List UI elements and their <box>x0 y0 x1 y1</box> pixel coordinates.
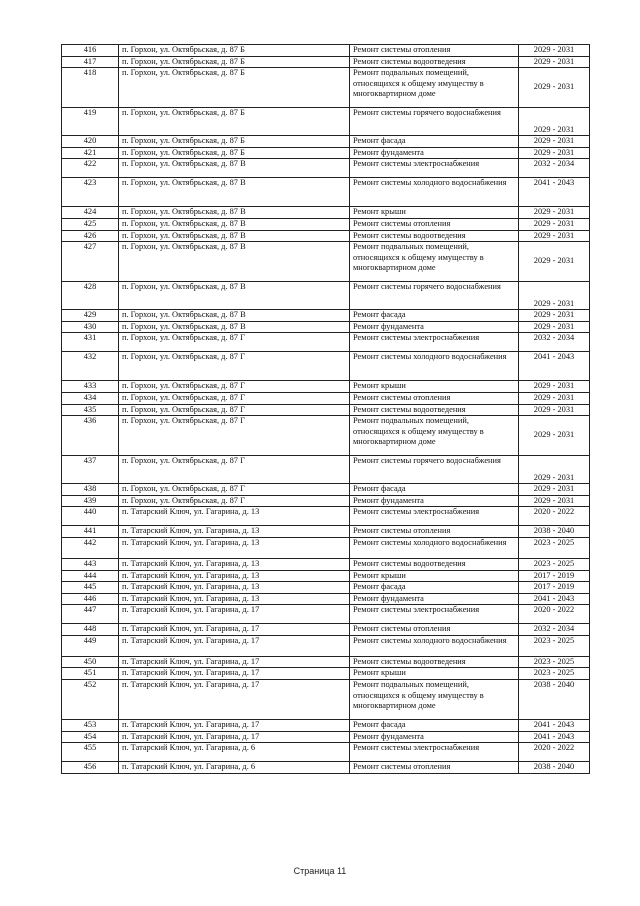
row-period: 2029 - 2031 <box>519 381 590 393</box>
row-work-type: Ремонт крыши <box>350 570 519 582</box>
row-number: 428 <box>62 282 119 310</box>
table-row <box>62 282 590 310</box>
row-period: 2038 - 2040 <box>519 526 590 538</box>
row-work-type: Ремонт системы отопления <box>350 45 519 57</box>
row-address: п. Горхон, ул. Октябрьская, д. 87 В <box>119 218 350 230</box>
row-number: 456 <box>62 762 119 774</box>
row-address: п. Татарский Ключ, ул. Гагарина, д. 17 <box>119 668 350 680</box>
row-number: 436 <box>62 416 119 456</box>
row-address: п. Татарский Ключ, ул. Гагарина, д. 17 <box>119 656 350 668</box>
row-address: п. Татарский Ключ, ул. Гагарина, д. 13 <box>119 558 350 570</box>
row-address: п. Горхон, ул. Октябрьская, д. 87 Г <box>119 352 350 381</box>
row-number: 454 <box>62 731 119 743</box>
row-number: 437 <box>62 456 119 484</box>
row-work-type: Ремонт фасада <box>350 310 519 322</box>
row-number: 439 <box>62 495 119 507</box>
row-number: 426 <box>62 230 119 242</box>
row-address: п. Горхон, ул. Октябрьская, д. 87 В <box>119 207 350 219</box>
row-work-type: Ремонт системы водоотведения <box>350 558 519 570</box>
row-address: п. Горхон, ул. Октябрьская, д. 87 В <box>119 159 350 178</box>
row-address: п. Горхон, ул. Октябрьская, д. 87 Г <box>119 381 350 393</box>
row-period: 2023 - 2025 <box>519 668 590 680</box>
row-work-type: Ремонт системы водоотведения <box>350 56 519 68</box>
row-work-type: Ремонт системы отопления <box>350 392 519 404</box>
row-address: п. Горхон, ул. Октябрьская, д. 87 В <box>119 242 350 282</box>
row-period: 2029 - 2031 <box>519 310 590 322</box>
row-work-type: Ремонт системы электроснабжения <box>350 507 519 526</box>
page-number: Страница 11 <box>293 866 347 876</box>
row-address: п. Татарский Ключ, ул. Гагарина, д. 17 <box>119 624 350 636</box>
table-row <box>62 495 590 507</box>
row-period: 2029 - 2031 <box>519 108 590 136</box>
table-row <box>62 310 590 322</box>
row-period: 2023 - 2025 <box>519 537 590 558</box>
row-address: п. Горхон, ул. Октябрьская, д. 87 Г <box>119 404 350 416</box>
row-number: 419 <box>62 108 119 136</box>
row-address: п. Горхон, ул. Октябрьская, д. 87 Г <box>119 333 350 352</box>
table-row <box>62 720 590 732</box>
row-work-type: Ремонт системы горячего водоснабжения <box>350 108 519 136</box>
row-work-type: Ремонт системы холодного водоснабжения <box>350 352 519 381</box>
table-row <box>62 668 590 680</box>
row-period: 2038 - 2040 <box>519 762 590 774</box>
row-work-type: Ремонт крыши <box>350 668 519 680</box>
row-period: 2029 - 2031 <box>519 136 590 148</box>
row-number: 453 <box>62 720 119 732</box>
row-work-type: Ремонт системы электроснабжения <box>350 605 519 624</box>
table-row <box>62 218 590 230</box>
row-period: 2041 - 2043 <box>519 731 590 743</box>
row-number: 416 <box>62 45 119 57</box>
table-row <box>62 136 590 148</box>
row-address: п. Татарский Ключ, ул. Гагарина, д. 13 <box>119 507 350 526</box>
row-work-type: Ремонт системы отопления <box>350 762 519 774</box>
row-period: 2029 - 2031 <box>519 68 590 108</box>
row-number: 447 <box>62 605 119 624</box>
table-row <box>62 321 590 333</box>
row-address: п. Горхон, ул. Октябрьская, д. 87 Г <box>119 484 350 496</box>
row-number: 449 <box>62 635 119 656</box>
table-body <box>62 45 590 774</box>
row-period: 2023 - 2025 <box>519 656 590 668</box>
row-period: 2020 - 2022 <box>519 743 590 762</box>
row-work-type: Ремонт системы электроснабжения <box>350 333 519 352</box>
row-work-type: Ремонт системы горячего водоснабжения <box>350 456 519 484</box>
row-period: 2041 - 2043 <box>519 720 590 732</box>
table-row <box>62 558 590 570</box>
row-work-type: Ремонт системы электроснабжения <box>350 743 519 762</box>
table-row <box>62 207 590 219</box>
row-number: 441 <box>62 526 119 538</box>
row-work-type: Ремонт системы электроснабжения <box>350 159 519 178</box>
row-number: 418 <box>62 68 119 108</box>
table-row <box>62 392 590 404</box>
row-address: п. Татарский Ключ, ул. Гагарина, д. 17 <box>119 680 350 720</box>
row-work-type: Ремонт фасада <box>350 720 519 732</box>
row-work-type: Ремонт фундамента <box>350 321 519 333</box>
table-row <box>62 526 590 538</box>
row-address: п. Татарский Ключ, ул. Гагарина, д. 6 <box>119 762 350 774</box>
row-period: 2017 - 2019 <box>519 570 590 582</box>
row-period: 2041 - 2043 <box>519 352 590 381</box>
row-number: 438 <box>62 484 119 496</box>
row-work-type: Ремонт системы отопления <box>350 526 519 538</box>
row-address: п. Татарский Ключ, ул. Гагарина, д. 6 <box>119 743 350 762</box>
row-address: п. Татарский Ключ, ул. Гагарина, д. 17 <box>119 720 350 732</box>
row-work-type: Ремонт подвальных помещений, относящихся к общему имуществу в многоквартирном доме <box>350 416 519 456</box>
row-number: 432 <box>62 352 119 381</box>
table-row <box>62 582 590 594</box>
row-period: 2029 - 2031 <box>519 392 590 404</box>
row-work-type: Ремонт системы водоотведения <box>350 656 519 668</box>
row-address: п. Горхон, ул. Октябрьская, д. 87 Г <box>119 456 350 484</box>
row-address: п. Горхон, ул. Октябрьская, д. 87 В <box>119 178 350 207</box>
table-row <box>62 159 590 178</box>
row-number: 451 <box>62 668 119 680</box>
row-address: п. Горхон, ул. Октябрьская, д. 87 В <box>119 310 350 322</box>
row-number: 450 <box>62 656 119 668</box>
table-row <box>62 762 590 774</box>
table-row <box>62 731 590 743</box>
table-row <box>62 108 590 136</box>
row-period: 2017 - 2019 <box>519 582 590 594</box>
row-period: 2029 - 2031 <box>519 45 590 57</box>
row-address: п. Горхон, ул. Октябрьская, д. 87 Б <box>119 56 350 68</box>
row-period: 2029 - 2031 <box>519 495 590 507</box>
row-number: 431 <box>62 333 119 352</box>
row-period: 2041 - 2043 <box>519 178 590 207</box>
row-address: п. Татарский Ключ, ул. Гагарина, д. 17 <box>119 731 350 743</box>
row-work-type: Ремонт фасада <box>350 484 519 496</box>
row-address: п. Горхон, ул. Октябрьская, д. 87 Б <box>119 147 350 159</box>
table-row <box>62 242 590 282</box>
table-row <box>62 381 590 393</box>
row-address: п. Татарский Ключ, ул. Гагарина, д. 17 <box>119 605 350 624</box>
row-work-type: Ремонт подвальных помещений, относящихся к общему имуществу в многоквартирном доме <box>350 242 519 282</box>
table-row <box>62 680 590 720</box>
row-number: 429 <box>62 310 119 322</box>
row-period: 2023 - 2025 <box>519 635 590 656</box>
table-row <box>62 484 590 496</box>
row-address: п. Горхон, ул. Октябрьская, д. 87 Г <box>119 495 350 507</box>
table-row <box>62 178 590 207</box>
row-number: 417 <box>62 56 119 68</box>
row-number: 445 <box>62 582 119 594</box>
row-address: п. Горхон, ул. Октябрьская, д. 87 Б <box>119 136 350 148</box>
table-row <box>62 68 590 108</box>
row-address: п. Горхон, ул. Октябрьская, д. 87 Б <box>119 68 350 108</box>
table-row <box>62 743 590 762</box>
row-number: 421 <box>62 147 119 159</box>
row-address: п. Татарский Ключ, ул. Гагарина, д. 13 <box>119 593 350 605</box>
table-row <box>62 570 590 582</box>
row-period: 2029 - 2031 <box>519 404 590 416</box>
table-row <box>62 404 590 416</box>
table-row <box>62 605 590 624</box>
row-number: 448 <box>62 624 119 636</box>
row-number: 452 <box>62 680 119 720</box>
row-period: 2020 - 2022 <box>519 507 590 526</box>
row-address: п. Татарский Ключ, ул. Гагарина, д. 13 <box>119 526 350 538</box>
row-address: п. Горхон, ул. Октябрьская, д. 87 В <box>119 230 350 242</box>
row-address: п. Горхон, ул. Октябрьская, д. 87 В <box>119 282 350 310</box>
row-number: 424 <box>62 207 119 219</box>
row-work-type: Ремонт системы холодного водоснабжения <box>350 537 519 558</box>
row-period: 2029 - 2031 <box>519 282 590 310</box>
table-row <box>62 147 590 159</box>
row-number: 434 <box>62 392 119 404</box>
row-period: 2029 - 2031 <box>519 207 590 219</box>
row-period: 2032 - 2034 <box>519 159 590 178</box>
row-work-type: Ремонт подвальных помещений, относящихся к общему имуществу в многоквартирном доме <box>350 680 519 720</box>
row-number: 455 <box>62 743 119 762</box>
row-period: 2032 - 2034 <box>519 333 590 352</box>
row-work-type: Ремонт системы отопления <box>350 624 519 636</box>
row-number: 420 <box>62 136 119 148</box>
row-work-type: Ремонт фундамента <box>350 731 519 743</box>
row-number: 443 <box>62 558 119 570</box>
row-number: 433 <box>62 381 119 393</box>
row-address: п. Горхон, ул. Октябрьская, д. 87 Г <box>119 416 350 456</box>
row-address: п. Горхон, ул. Октябрьская, д. 87 Г <box>119 392 350 404</box>
table-row <box>62 635 590 656</box>
row-period: 2029 - 2031 <box>519 321 590 333</box>
table-row <box>62 624 590 636</box>
row-period: 2029 - 2031 <box>519 242 590 282</box>
row-number: 430 <box>62 321 119 333</box>
row-number: 442 <box>62 537 119 558</box>
row-work-type: Ремонт системы холодного водоснабжения <box>350 178 519 207</box>
row-address: п. Татарский Ключ, ул. Гагарина, д. 13 <box>119 537 350 558</box>
table-row <box>62 593 590 605</box>
row-work-type: Ремонт системы горячего водоснабжения <box>350 282 519 310</box>
row-work-type: Ремонт фасада <box>350 136 519 148</box>
row-period: 2029 - 2031 <box>519 147 590 159</box>
table-row <box>62 416 590 456</box>
row-work-type: Ремонт фасада <box>350 582 519 594</box>
row-work-type: Ремонт подвальных помещений, относящихся к общему имуществу в многоквартирном доме <box>350 68 519 108</box>
row-work-type: Ремонт системы отопления <box>350 218 519 230</box>
row-number: 444 <box>62 570 119 582</box>
table-row <box>62 656 590 668</box>
row-work-type: Ремонт системы холодного водоснабжения <box>350 635 519 656</box>
row-number: 425 <box>62 218 119 230</box>
table-row <box>62 456 590 484</box>
row-period: 2029 - 2031 <box>519 484 590 496</box>
repair-schedule-table <box>61 44 590 774</box>
row-address: п. Горхон, ул. Октябрьская, д. 87 Б <box>119 108 350 136</box>
row-work-type: Ремонт системы водоотведения <box>350 404 519 416</box>
table-row <box>62 537 590 558</box>
row-period: 2032 - 2034 <box>519 624 590 636</box>
row-period: 2020 - 2022 <box>519 605 590 624</box>
row-period: 2029 - 2031 <box>519 456 590 484</box>
row-address: п. Татарский Ключ, ул. Гагарина, д. 13 <box>119 570 350 582</box>
row-period: 2029 - 2031 <box>519 218 590 230</box>
row-work-type: Ремонт фундамента <box>350 147 519 159</box>
row-address: п. Горхон, ул. Октябрьская, д. 87 Б <box>119 45 350 57</box>
table-row <box>62 45 590 57</box>
row-number: 423 <box>62 178 119 207</box>
row-address: п. Татарский Ключ, ул. Гагарина, д. 17 <box>119 635 350 656</box>
row-number: 446 <box>62 593 119 605</box>
row-number: 422 <box>62 159 119 178</box>
row-number: 435 <box>62 404 119 416</box>
row-address: п. Горхон, ул. Октябрьская, д. 87 В <box>119 321 350 333</box>
row-period: 2023 - 2025 <box>519 558 590 570</box>
table-row <box>62 333 590 352</box>
row-work-type: Ремонт крыши <box>350 381 519 393</box>
row-address: п. Татарский Ключ, ул. Гагарина, д. 13 <box>119 582 350 594</box>
row-work-type: Ремонт системы водоотведения <box>350 230 519 242</box>
row-number: 427 <box>62 242 119 282</box>
table-row <box>62 56 590 68</box>
table-row <box>62 230 590 242</box>
table-row <box>62 507 590 526</box>
row-period: 2029 - 2031 <box>519 416 590 456</box>
row-number: 440 <box>62 507 119 526</box>
row-work-type: Ремонт фундамента <box>350 593 519 605</box>
row-work-type: Ремонт крыши <box>350 207 519 219</box>
row-period: 2038 - 2040 <box>519 680 590 720</box>
table-row <box>62 352 590 381</box>
row-period: 2029 - 2031 <box>519 56 590 68</box>
row-period: 2041 - 2043 <box>519 593 590 605</box>
row-work-type: Ремонт фундамента <box>350 495 519 507</box>
row-period: 2029 - 2031 <box>519 230 590 242</box>
